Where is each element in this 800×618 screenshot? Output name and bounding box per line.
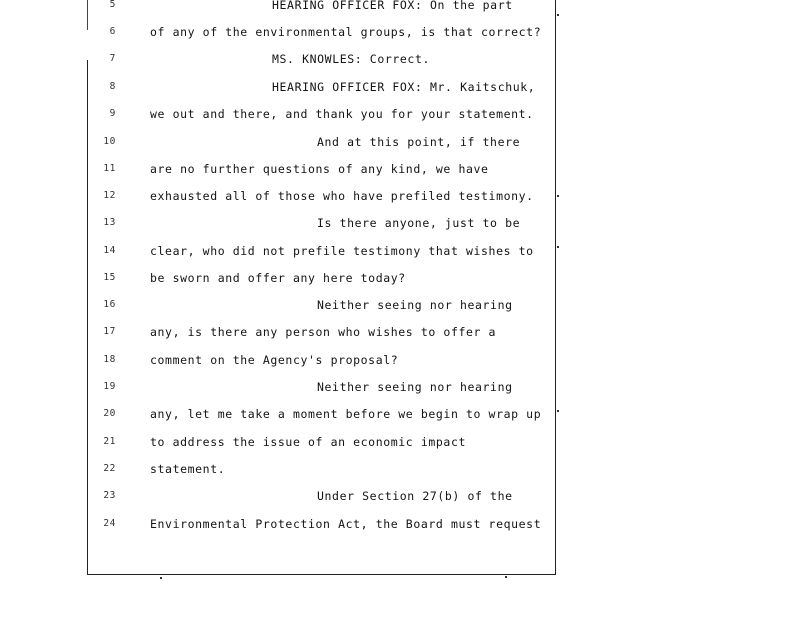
transcript-line	[0, 486, 560, 506]
line-number: 18	[103, 354, 116, 365]
line-number: 7	[109, 53, 116, 64]
line-text: any, is there any person who wishes to offer a	[150, 325, 497, 339]
transcript-line	[0, 350, 560, 370]
line-text: to address the issue of an economic impact	[150, 435, 466, 449]
scan-speck	[505, 576, 507, 578]
line-number: 16	[103, 299, 116, 310]
line-number: 5	[109, 0, 116, 10]
transcript-line	[0, 77, 560, 97]
line-number: 21	[103, 436, 116, 447]
transcript-line	[0, 0, 560, 15]
line-number: 15	[103, 272, 116, 283]
transcript-line	[0, 186, 560, 206]
page-border-bottom	[87, 574, 556, 575]
line-text: Neither seeing nor hearing	[317, 380, 513, 394]
line-number: 12	[103, 190, 116, 201]
line-number: 10	[103, 136, 116, 147]
transcript-line	[0, 377, 560, 397]
transcript-line	[0, 404, 560, 424]
line-number: 14	[103, 245, 116, 256]
transcript-line	[0, 295, 560, 315]
transcript-line	[0, 322, 560, 342]
line-number: 6	[109, 26, 116, 37]
transcript-line	[0, 432, 560, 452]
line-text: clear, who did not prefile testimony that wishes to	[150, 244, 534, 258]
line-text: exhausted all of those who have prefiled testimony.	[150, 189, 534, 203]
transcript-line	[0, 459, 560, 479]
line-text: MS. KNOWLES: Correct.	[272, 52, 430, 66]
line-text: of any of the environmental groups, is that correct?	[150, 25, 542, 39]
line-number: 11	[103, 163, 116, 174]
line-number: 8	[109, 81, 116, 92]
line-text: comment on the Agency's proposal?	[150, 353, 399, 367]
transcript-line	[0, 159, 560, 179]
transcript-line	[0, 268, 560, 288]
line-text: be sworn and offer any here today?	[150, 271, 406, 285]
line-text: Under Section 27(b) of the	[317, 489, 513, 503]
line-text: Neither seeing nor hearing	[317, 298, 513, 312]
line-text: And at this point, if there	[317, 135, 521, 149]
line-text: HEARING OFFICER FOX: Mr. Kaitschuk,	[272, 80, 536, 94]
line-number: 23	[103, 490, 116, 501]
line-text: are no further questions of any kind, we have	[150, 162, 489, 176]
transcript-line	[0, 104, 560, 124]
line-text: we out and there, and thank you for your statement.	[150, 107, 534, 121]
line-number: 13	[103, 217, 116, 228]
line-number: 9	[109, 108, 116, 119]
line-text: Environmental Protection Act, the Board must request	[150, 517, 542, 531]
line-text: Is there anyone, just to be	[317, 216, 521, 230]
transcript-line	[0, 132, 560, 152]
line-number: 20	[103, 408, 116, 419]
transcript-line	[0, 213, 560, 233]
line-text: statement.	[150, 462, 226, 476]
transcript-line	[0, 22, 560, 42]
line-number: 24	[103, 518, 116, 529]
line-number: 19	[103, 381, 116, 392]
transcript-line	[0, 241, 560, 261]
line-text: any, let me take a moment before we begin to wrap up	[150, 407, 542, 421]
transcript-line	[0, 49, 560, 69]
line-number: 22	[103, 463, 116, 474]
line-number: 17	[103, 326, 116, 337]
scan-speck	[160, 577, 162, 579]
line-text: HEARING OFFICER FOX: On the part	[272, 0, 513, 12]
transcript-line	[0, 514, 560, 534]
